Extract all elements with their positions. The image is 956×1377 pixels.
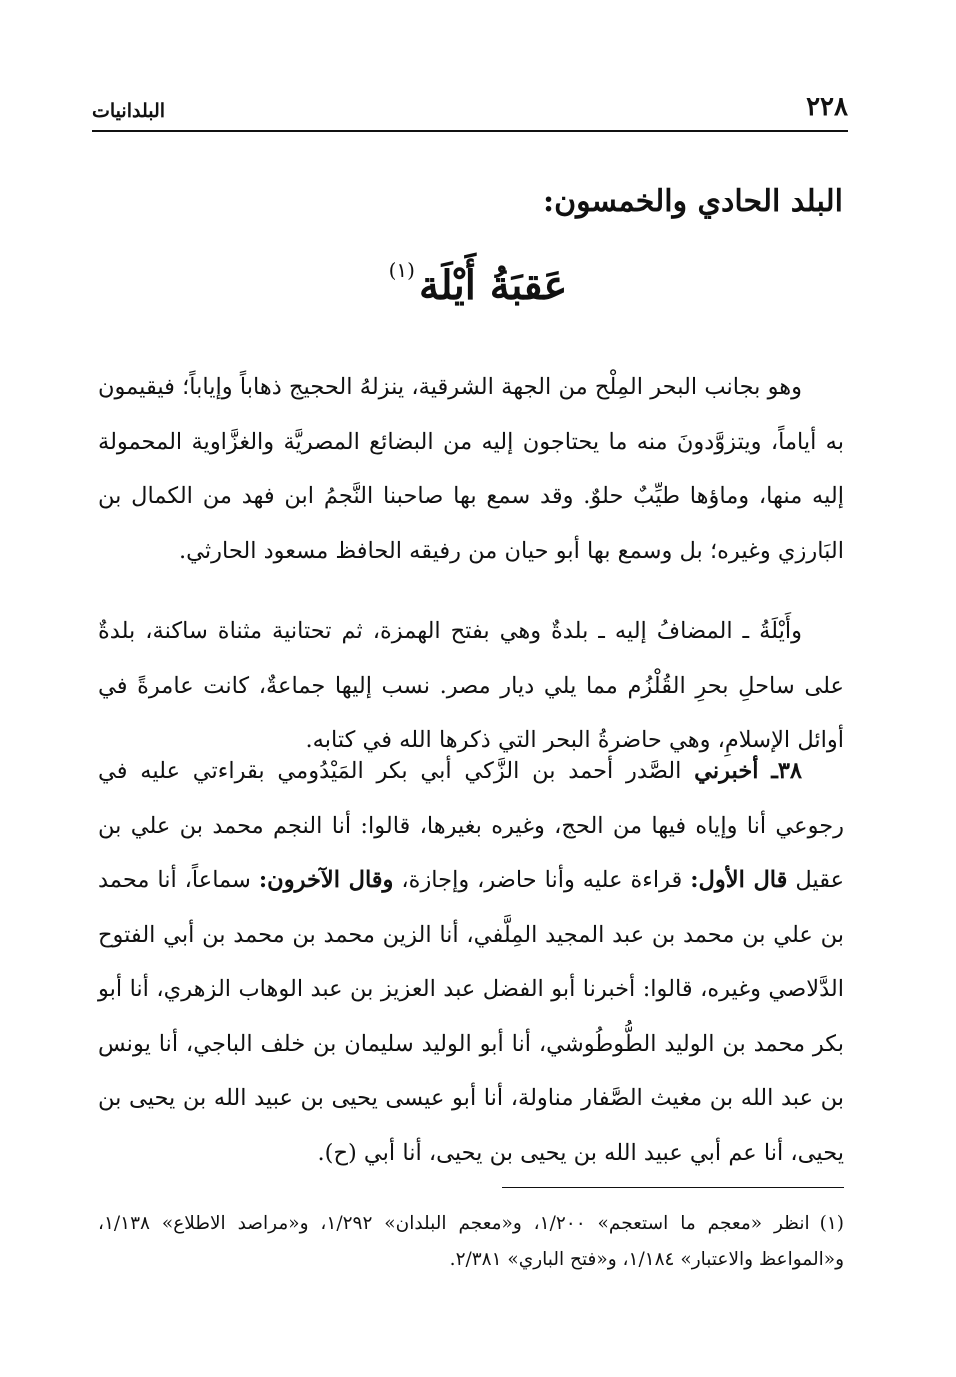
narration-part-2: قراءة عليه وأنا حاضر، وإجازة، (401, 867, 683, 893)
footnote-divider (502, 1187, 844, 1188)
section-heading: البلد الحادي والخمسون: (543, 184, 843, 219)
entry-title-text: عَقبَةُ أَيْلَة (418, 262, 568, 309)
title-footnote-ref: (١) (388, 258, 415, 282)
narration-lead: أخبرني (694, 758, 759, 784)
body-paragraph-2 (98, 604, 844, 768)
body-paragraph-1 (98, 360, 844, 578)
footnote-text: انظر «معجم ما استعجم» ١/٢٠٠، و«معجم البلدان» ١/٢٩٢، و«مراصد الاطلاع» ١/١٣٨، و«المواعظ والاعتبار» ١/١٨٤، و«فتح الباري» ٢/٣٨١. (98, 1213, 844, 1270)
narration-number: ٣٨ـ (771, 758, 803, 784)
footnote (98, 1206, 844, 1278)
running-title: البلدانيات (92, 100, 166, 122)
page-number: ٢٢٨ (806, 92, 848, 122)
said-others-label: وقال الآخرون: (258, 867, 394, 893)
narration-part-3: سماعاً، أنا محمد بن علي بن محمد بن عبد المجيد المِلَّفي، أنا الزين محمد بن محمد بن أبي الفتوح الدَّلاصي وغيره، قالوا: أخبرنا أبو الفضل عبد العزيز بن عبد الوهاب الزهري، أنا أبو بكر محمد بن الوليد الطُّوطُوشي، أنا أبو الوليد سليمان بن خلف الباجي، أنا يونس بن عبد الله بن مغيث الصَّفار مناولة، أنا أبو عيسى يحيى بن عبيد الله بن يحيى بن يحيى، أنا عم أبي عبيد الله بن يحيى بن يحيى، أنا أبي (ح). (98, 867, 844, 1166)
footnote-marker: (١) (819, 1213, 844, 1234)
said-first-label: قال الأول: (690, 867, 788, 893)
paragraph-etymology: وأَيْلَةُ ـ المضافُ إليه ـ بلدةٌ وهي بفتح الهمزة، ثم تحتانية مثناة ساكنة، بلدةٌ على ساحلِ بحرِ القُلْزُم مما يلي ديار مصر. نسب إليها جماعةٌ، كانت عامرةً في أوائل الإسلامِ، وهي حاضرةُ البحر التي ذكرها الله في كتابه. (98, 618, 844, 753)
entry-title (0, 258, 956, 309)
body-paragraph-3 (98, 744, 844, 1180)
page-header (92, 88, 848, 132)
narration-part-1: الصَّدر أحمد بن الزَّكي أبي بكر المَيْدُومي بقراءتي عليه في رجوعي أنا وإياه فيها من الحج، وغيره بغيرها، قالوا: أنا النجم محمد بن علي بن عقيل (98, 758, 845, 893)
paragraph-description: وهو بجانب البحر المِلْح من الجهة الشرقية، ينزلهُ الحجيج ذهاباً وإياباً؛ فيقيمون به أياماً، ويتزوَّدونَ منه ما يحتاجون إليه من البضائع المصريَّة والغزَّاوية المحمولة إليه منها، وماؤها طيِّبٌ حلوٌ. وقد سمع بها صاحبنا النَّجمُ ابن فهد من الكمال بن البَارزي وغيره؛ بل وسمع بها أبو حيان من رفيقه الحافظ مسعود الحارثي. (98, 374, 844, 564)
paragraph-hadith-chain (98, 744, 844, 1180)
